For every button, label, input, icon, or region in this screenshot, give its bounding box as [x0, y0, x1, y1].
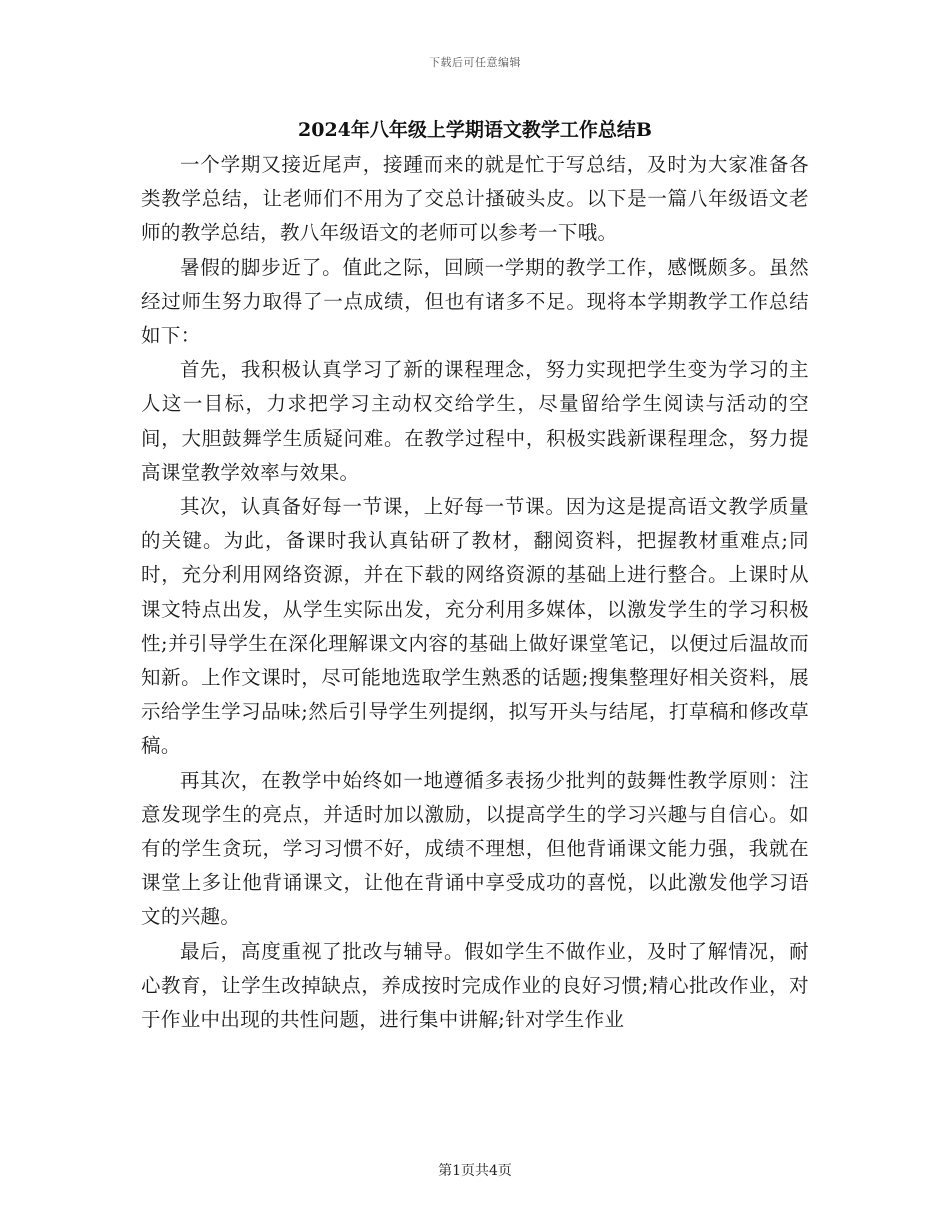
page-header-note: 下载后可任意编辑	[429, 56, 521, 69]
document-title: 2024年八年级上学期语文教学工作总结B	[298, 119, 652, 141]
body-paragraph: 最后，高度重视了批改与辅导。假如学生不做作业，及时了解情况，耐心教育，让学生改掉缺点，养成按时完成作业的良好习惯;精心批改作业，对于作业中出现的共性问题，进行集中讲解;针对学生作业	[141, 939, 809, 1032]
body-paragraph: 一个学期又接近尾声，接踵而来的就是忙于写总结，及时为大家准备各类教学总结，让老师们不用为了交总计搔破头皮。以下是一篇八年级语文老师的教学总结，教八年级语文的老师可以参考一下哦。	[141, 153, 809, 245]
body-paragraph: 首先，我积极认真学习了新的课程理念，努力实现把学生变为学习的主人这一目标，力求把学习主动权交给学生，尽量留给学生阅读与活动的空间，大胆鼓舞学生质疑问难。在教学过程中，积极实践新课程理念，努力提高课堂教学效率与效果。	[141, 358, 809, 484]
body-paragraph: 暑假的脚步近了。值此之际，回顾一学期的教学工作，感慨颇多。虽然经过师生努力取得了一点成绩，但也有诸多不足。现将本学期教学工作总结如下：	[141, 255, 809, 348]
document-body	[141, 148, 809, 1037]
body-paragraph: 再其次，在教学中始终如一地遵循多表扬少批判的鼓舞性教学原则：注意发现学生的亮点，并适时加以激励，以提高学生的学习兴趣与自信心。如有的学生贪玩，学习习惯不好，成绩不理想，但他背诵课文能力强，我就在课堂上多让他背诵课文，让他在背诵中享受成功的喜悦，以此激发他学习语文的兴趣。	[141, 768, 809, 929]
body-paragraph: 其次，认真备好每一节课，上好每一节课。因为这是提高语文教学质量的关键。为此，备课时我认真钻研了教材，翻阅资料，把握教材重难点;同时，充分利用网络资源，并在下载的网络资源的基础上进行整合。上课时从课文特点出发，从学生实际出发，充分利用多媒体，以激发学生的学习积极性;并引导学生在深化理解课文内容的基础上做好课堂笔记，以便过后温故而知新。上作文课时，尽可能地选取学生熟悉的话题;搜集整理好相关资料，展示给学生学习品味;然后引导学生列提纲，拟写开头与结尾，打草稿和修改草稿。	[141, 495, 809, 758]
page-number-footer: 第1页共4页	[438, 1163, 512, 1179]
